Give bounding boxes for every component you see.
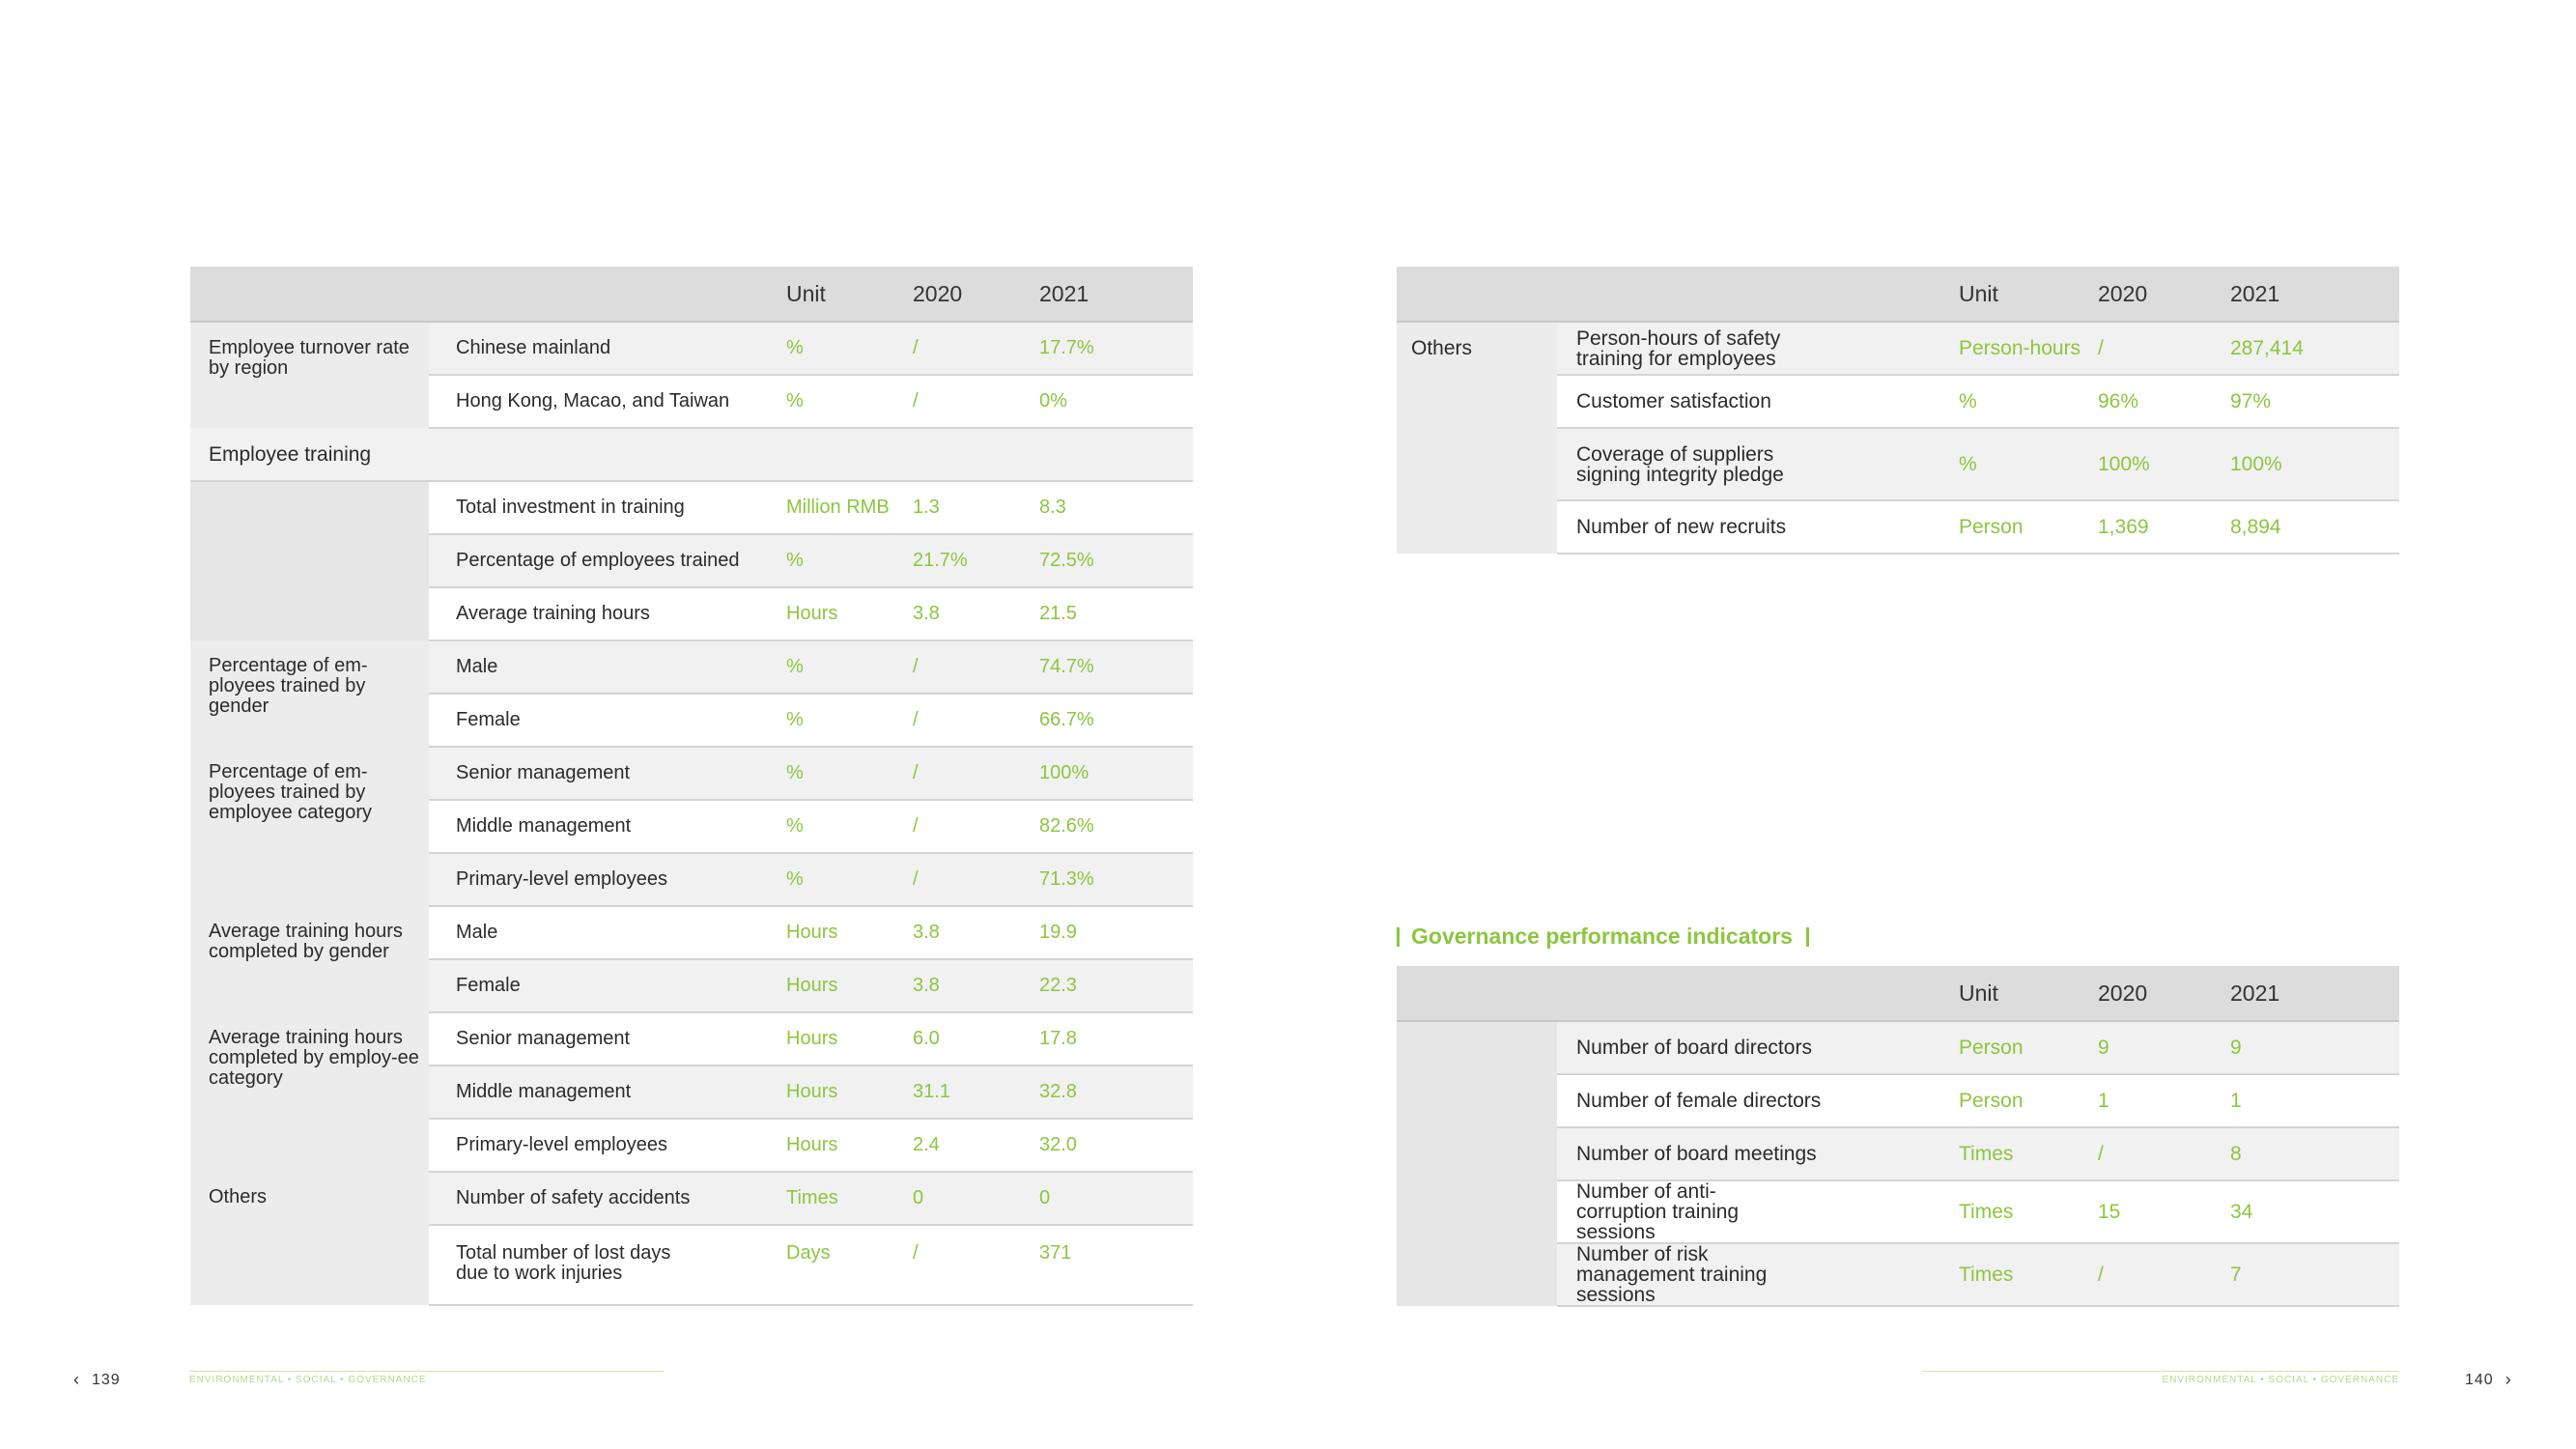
value-2020: 0	[913, 1172, 1039, 1225]
unit-cell: %	[786, 800, 913, 853]
others-indicators-table	[1397, 267, 2399, 554]
item-label: Primary-level employees	[429, 1119, 786, 1172]
value-2021: 66.7%	[1039, 694, 1193, 747]
header-unit: Unit	[786, 267, 913, 322]
unit-cell: Hours	[786, 1119, 913, 1172]
value-2020: /	[913, 640, 1039, 694]
value-2021: 0%	[1039, 375, 1193, 428]
value-2020: /	[913, 694, 1039, 747]
table-row	[190, 906, 1193, 959]
value-2020: 2.4	[913, 1119, 1039, 1172]
title-bar-right	[1806, 927, 1809, 947]
header-blank	[1397, 267, 1557, 322]
item-label: Coverage of suppliers signing integrity pledge	[1557, 428, 1959, 500]
unit-cell: %	[786, 640, 913, 694]
item-label: Customer satisfaction	[1557, 375, 1959, 428]
governance-indicators-table	[1397, 966, 2399, 1307]
category-label: Average training hours completed by gender	[190, 906, 429, 1012]
value-2021: 32.8	[1039, 1065, 1193, 1119]
unit-cell: %	[786, 375, 913, 428]
social-indicators-table	[190, 267, 1193, 1306]
item-label: Number of risk management training sessions	[1557, 1243, 1959, 1306]
value-2021: 72.5%	[1039, 534, 1193, 587]
value-2021: 17.8	[1039, 1012, 1193, 1065]
header-2021: 2021	[2230, 966, 2399, 1021]
unit-cell: %	[786, 694, 913, 747]
value-2020: 9	[2098, 1021, 2230, 1074]
header-unit: Unit	[1959, 966, 2098, 1021]
unit-cell: %	[1959, 428, 2098, 500]
unit-cell: Person	[1959, 500, 2098, 554]
header-2020: 2020	[2098, 966, 2230, 1021]
footer-divider-right	[1922, 1371, 2399, 1372]
unit-cell: Million RMB	[786, 481, 913, 534]
item-label: Number of board directors	[1557, 1021, 1959, 1074]
item-label: Male	[429, 906, 786, 959]
item-label: Number of safety accidents	[429, 1172, 786, 1225]
table-row	[190, 481, 1193, 534]
table-row	[190, 1012, 1193, 1065]
left-page-nav	[73, 1370, 121, 1390]
category-label: Average training hours completed by employ-ee category	[190, 1012, 429, 1172]
value-2021: 21.5	[1039, 587, 1193, 640]
value-2020: 3.8	[913, 959, 1039, 1012]
item-label: Senior management	[429, 1012, 786, 1065]
value-2021: 7	[2230, 1243, 2399, 1306]
value-2021: 9	[2230, 1021, 2399, 1074]
right-page-nav	[2465, 1370, 2512, 1390]
header-2021: 2021	[2230, 267, 2399, 322]
table-header-row	[1397, 267, 2399, 322]
value-2020: 21.7%	[913, 534, 1039, 587]
unit-cell: Times	[1959, 1180, 2098, 1243]
value-2020: /	[913, 800, 1039, 853]
header-2020: 2020	[913, 267, 1039, 322]
header-2020: 2020	[2098, 267, 2230, 322]
header-blank	[1557, 267, 1959, 322]
unit-cell: Person	[1959, 1074, 2098, 1127]
value-2021: 100%	[1039, 747, 1193, 800]
unit-cell: Hours	[786, 1065, 913, 1119]
category-label: Others	[1397, 322, 1557, 554]
unit-cell: Hours	[786, 959, 913, 1012]
unit-cell: Person	[1959, 1021, 2098, 1074]
category-label: Percentage of em-ployees trained by employee category	[190, 747, 429, 906]
item-label: Middle management	[429, 800, 786, 853]
header-blank	[1397, 966, 1557, 1021]
category-blank	[190, 481, 429, 640]
value-2021: 8,894	[2230, 500, 2399, 554]
value-2021: 97%	[2230, 375, 2399, 428]
value-2021: 8.3	[1039, 481, 1193, 534]
item-label: Senior management	[429, 747, 786, 800]
table-row	[190, 322, 1193, 375]
table-row	[190, 640, 1193, 694]
category-label: Others	[190, 1172, 429, 1305]
item-label: Female	[429, 959, 786, 1012]
table-row	[190, 1172, 1193, 1225]
value-2021: 0	[1039, 1172, 1193, 1225]
value-2021: 71.3%	[1039, 853, 1193, 906]
item-label: Number of board meetings	[1557, 1127, 1959, 1180]
value-2020: 6.0	[913, 1012, 1039, 1065]
value-2021: 287,414	[2230, 322, 2399, 375]
item-label: Average training hours	[429, 587, 786, 640]
unit-cell: %	[786, 322, 913, 375]
value-2020: 1.3	[913, 481, 1039, 534]
unit-cell: Hours	[786, 587, 913, 640]
item-label: Female	[429, 694, 786, 747]
item-label: Number of new recruits	[1557, 500, 1959, 554]
value-2020: /	[913, 322, 1039, 375]
right-page-number: 140	[2465, 1371, 2494, 1388]
item-label: Middle management	[429, 1065, 786, 1119]
value-2020: 31.1	[913, 1065, 1039, 1119]
section-row	[190, 428, 1193, 481]
value-2021: 17.7%	[1039, 322, 1193, 375]
section-label: Employee training	[190, 428, 1193, 481]
value-2021: 8	[2230, 1127, 2399, 1180]
table-row	[1397, 1021, 2399, 1074]
value-2020: 1	[2098, 1074, 2230, 1127]
value-2021: 34	[2230, 1180, 2399, 1243]
footer-divider-left	[189, 1371, 665, 1372]
chevron-right-icon[interactable]: ›	[2505, 1370, 2512, 1389]
table-header-row	[190, 267, 1193, 322]
value-2020: 3.8	[913, 587, 1039, 640]
value-2020: /	[2098, 1243, 2230, 1306]
value-2021: 74.7%	[1039, 640, 1193, 694]
category-label: Percentage of em-ployees trained by gender	[190, 640, 429, 747]
category-label: Employee turnover rate by region	[190, 322, 429, 428]
value-2020: /	[913, 375, 1039, 428]
value-2020: /	[913, 1225, 1039, 1305]
value-2020: /	[913, 747, 1039, 800]
header-blank	[1557, 966, 1959, 1021]
value-2021: 82.6%	[1039, 800, 1193, 853]
item-label: Hong Kong, Macao, and Taiwan	[429, 375, 786, 428]
value-2021: 100%	[2230, 428, 2399, 500]
item-label: Percentage of employees trained	[429, 534, 786, 587]
footer-tag-right: ENVIRONMENTAL • SOCIAL • GOVERNANCE	[2162, 1375, 2399, 1385]
value-2021: 22.3	[1039, 959, 1193, 1012]
unit-cell: Person-hours	[1959, 322, 2098, 375]
unit-cell: Hours	[786, 1012, 913, 1065]
item-label: Male	[429, 640, 786, 694]
item-label: Number of female directors	[1557, 1074, 1959, 1127]
header-2021: 2021	[1039, 267, 1193, 322]
unit-cell: Times	[1959, 1127, 2098, 1180]
table-row	[190, 747, 1193, 800]
value-2020: 100%	[2098, 428, 2230, 500]
unit-cell: Times	[1959, 1243, 2098, 1306]
header-unit: Unit	[1959, 267, 2098, 322]
left-page-number: 139	[92, 1371, 121, 1388]
value-2020: /	[913, 853, 1039, 906]
item-label: Person-hours of safety training for employees	[1557, 322, 1959, 375]
unit-cell: Hours	[786, 906, 913, 959]
item-label: Number of anti-corruption training sessions	[1557, 1180, 1959, 1243]
table-header-row	[1397, 966, 2399, 1021]
unit-cell: Days	[786, 1225, 913, 1305]
value-2020: /	[2098, 1127, 2230, 1180]
header-blank	[190, 267, 429, 322]
unit-cell: %	[786, 747, 913, 800]
unit-cell: %	[786, 534, 913, 587]
title-bar-left	[1397, 927, 1400, 947]
value-2020: /	[2098, 322, 2230, 375]
governance-section-title	[1397, 923, 1809, 950]
category-blank	[1397, 1021, 1557, 1306]
value-2020: 96%	[2098, 375, 2230, 428]
value-2020: 15	[2098, 1180, 2230, 1243]
value-2021: 19.9	[1039, 906, 1193, 959]
unit-cell: %	[1959, 375, 2098, 428]
value-2021: 1	[2230, 1074, 2399, 1127]
table-row	[1397, 322, 2399, 375]
item-label: Primary-level employees	[429, 853, 786, 906]
value-2020: 3.8	[913, 906, 1039, 959]
item-label: Total investment in training	[429, 481, 786, 534]
value-2021: 371	[1039, 1225, 1193, 1305]
chevron-left-icon[interactable]: ‹	[73, 1370, 80, 1389]
item-label: Total number of lost days due to work injuries	[429, 1225, 786, 1305]
governance-title-text: Governance performance indicators	[1411, 923, 1793, 949]
header-blank	[429, 267, 786, 322]
value-2021: 32.0	[1039, 1119, 1193, 1172]
unit-cell: Times	[786, 1172, 913, 1225]
value-2020: 1,369	[2098, 500, 2230, 554]
unit-cell: %	[786, 853, 913, 906]
item-label: Chinese mainland	[429, 322, 786, 375]
footer-tag-left: ENVIRONMENTAL • SOCIAL • GOVERNANCE	[189, 1375, 427, 1385]
